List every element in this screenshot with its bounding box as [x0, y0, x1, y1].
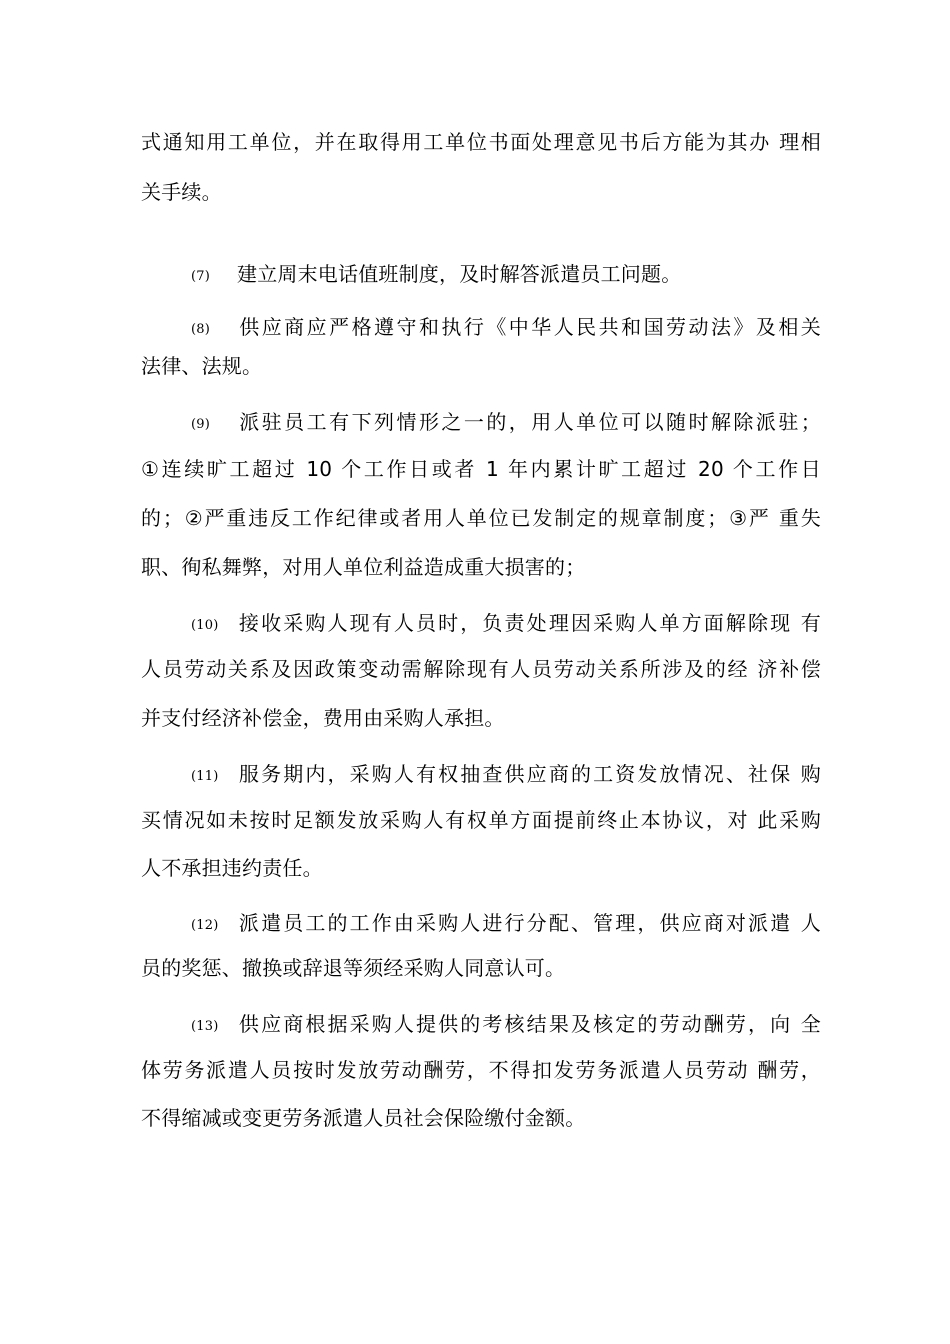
text-line: 服务期内，采购人有权抽查供应商的工资发放情况、社保 购 — [237, 762, 821, 786]
text-line: 供应商应严格遵守和执行《中华人民共和国劳动法》及相关 — [237, 315, 821, 339]
text-line: 式通知用工单位，并在取得用工单位书面处理意见书后方能为其办 理相 — [141, 130, 821, 154]
text-line: 建立周末电话值班制度，及时解答派遣员工问题。 — [237, 262, 682, 286]
text-line: 买情况如未按时足额发放采购人有权单方面提前终止本协议，对 此采购 — [141, 808, 821, 832]
text-line: 派遣员工的工作由采购人进行分配、管理，供应商对派遣 人 — [237, 911, 821, 935]
text-line: 关手续。 — [141, 180, 222, 204]
text-line: 人不承担违约责任。 — [141, 856, 323, 880]
text-line: 法律、法规。 — [141, 354, 263, 378]
item-number: (10) — [191, 618, 219, 633]
text-line: 体劳务派遣人员按时发放劳动酬劳，不得扣发劳务派遣人员劳动 酬劳， — [141, 1058, 821, 1082]
text-line: 供应商根据采购人提供的考核结果及核定的劳动酬劳，向 全 — [237, 1012, 821, 1036]
text-line: 并支付经济补偿金，费用由采购人承担。 — [141, 706, 505, 730]
item-10-line — [191, 611, 821, 638]
item-number: (12) — [191, 918, 219, 933]
item-9-line — [191, 410, 821, 437]
item-8-line — [191, 315, 821, 342]
text-line: ①连续旷工超过 10 个工作日或者 1 年内累计旷工超过 20 个工作日 — [141, 457, 821, 481]
text-line: 人员劳动关系及因政策变动需解除现有人员劳动关系所涉及的经 济补偿 — [141, 657, 821, 681]
item-number: (9) — [191, 417, 211, 432]
text-line: 派驻员工有下列情形之一的，用人单位可以随时解除派驻； — [237, 410, 821, 434]
text-line: 不得缩减或变更劳务派遣人员社会保险缴付金额。 — [141, 1106, 586, 1130]
item-12-line — [191, 911, 821, 938]
item-11-line — [191, 762, 821, 789]
item-7-line — [191, 262, 821, 289]
text-line: 的；②严重违反工作纪律或者用人单位已发制定的规章制度；③严 重失 — [141, 506, 821, 530]
item-number: (8) — [191, 322, 211, 337]
item-number: (13) — [191, 1019, 219, 1034]
text-line: 接收采购人现有人员时，负责处理因采购人单方面解除现 有 — [237, 611, 821, 635]
text-line: 员的奖惩、撤换或辞退等须经采购人同意认可。 — [141, 956, 566, 980]
item-13-line — [191, 1012, 821, 1039]
text-line: 职、徇私舞弊，对用人单位利益造成重大损害的； — [141, 555, 586, 579]
item-number: (7) — [191, 269, 211, 284]
item-number: (11) — [191, 769, 219, 784]
